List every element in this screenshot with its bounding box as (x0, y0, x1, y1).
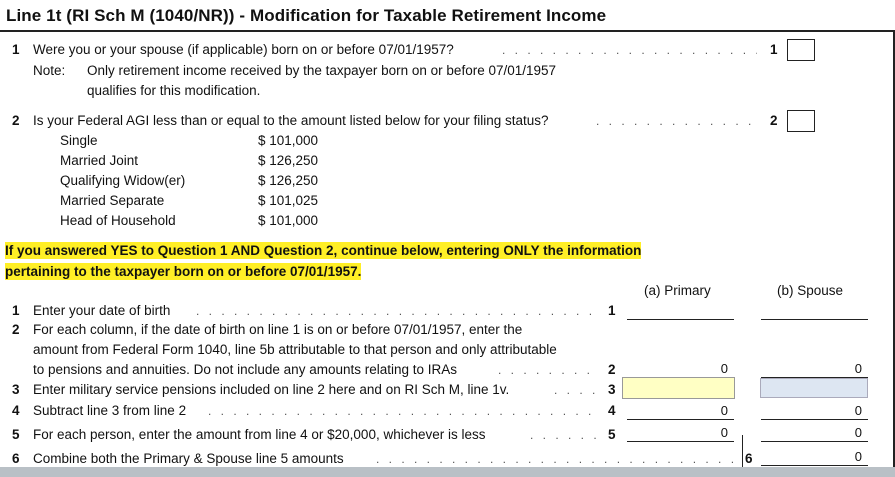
line2-primary-input[interactable]: 0 (627, 360, 734, 378)
line3-ref: 3 (608, 382, 616, 397)
status-label: Head of Household (60, 213, 176, 228)
leader-dots (596, 114, 758, 128)
q1-note-label: Note: (33, 63, 66, 78)
q1-note-line2: qualifies for this modification. (87, 83, 261, 98)
line2-text3: to pensions and annuities. Do not include any amounts relating to IRAs (33, 362, 458, 377)
q2-box-label: 2 (770, 113, 778, 128)
line2-ref: 2 (608, 362, 616, 377)
title-divider (0, 30, 895, 32)
line1-primary-input[interactable] (627, 302, 734, 320)
q2-number: 2 (12, 113, 20, 128)
line1-ref: 1 (608, 303, 616, 318)
line5-primary-input[interactable]: 0 (627, 424, 734, 442)
bottom-scrollbar[interactable] (0, 467, 895, 477)
line6-text: Combine both the Primary & Spouse line 5 amounts (33, 451, 344, 466)
q1-checkbox[interactable] (787, 39, 815, 61)
line4-text: Subtract line 3 from line 2 (33, 403, 187, 418)
line5-text: For each person, enter the amount from line 4 or $20,000, whichever is less (33, 427, 486, 442)
leader-dots (498, 363, 596, 377)
instruction-line2: pertaining to the taxpayer born on or before 07/01/1957. (5, 264, 362, 279)
leader-dots (376, 452, 736, 466)
q1-box-label: 1 (770, 42, 778, 57)
line1-spouse-input[interactable] (761, 302, 868, 320)
line3-spouse-input[interactable] (760, 378, 868, 398)
line6-divider (742, 435, 743, 467)
q2-text: Is your Federal AGI less than or equal to the amount listed below for your filing status? (33, 113, 549, 128)
line1-text: Enter your date of birth (33, 303, 171, 318)
line2-text2: amount from Federal Form 1040, line 5b attributable to that person and only attributable (33, 342, 557, 357)
page-title: Line 1t (RI Sch M (1040/NR)) - Modification for Taxable Retirement Income (6, 6, 607, 25)
line4-ref: 4 (608, 403, 616, 418)
status-amount: $ 126,250 (258, 173, 319, 188)
leader-dots (196, 304, 596, 318)
status-amount: $ 126,250 (258, 153, 319, 168)
status-label: Married Separate (60, 193, 165, 208)
line4-primary-input[interactable]: 0 (627, 402, 734, 420)
line4-spouse-input[interactable]: 0 (761, 402, 868, 420)
leader-dots (208, 404, 596, 418)
q1-number: 1 (12, 42, 20, 57)
q2-checkbox[interactable] (787, 110, 815, 132)
instruction-line1: If you answered YES to Question 1 AND Question 2, continue below, entering ONLY the information (5, 243, 642, 258)
leader-dots (554, 383, 596, 397)
line2-text1: For each column, if the date of birth on line 1 is on or before 07/01/1957, enter the (33, 322, 523, 337)
status-label: Married Joint (60, 153, 139, 168)
status-amount: $ 101,000 (258, 133, 319, 148)
line1-number: 1 (12, 303, 20, 318)
status-label: Qualifying Widow(er) (60, 173, 186, 188)
line6-total-input[interactable]: 0 (761, 448, 868, 468)
line6-ref: 6 (745, 451, 753, 466)
column-header-spouse: (b) Spouse (777, 283, 844, 298)
status-amount: $ 101,025 (258, 193, 319, 208)
status-amount: $ 101,000 (258, 213, 319, 228)
line5-spouse-input[interactable]: 0 (761, 424, 868, 442)
line3-primary-input[interactable] (622, 377, 735, 399)
line2-spouse-input[interactable]: 0 (761, 360, 868, 378)
q1-note-line1: Only retirement income received by the taxpayer born on or before 07/01/1957 (87, 63, 557, 78)
leader-dots (530, 428, 596, 442)
line2-number: 2 (12, 322, 20, 337)
q1-text: Were you or your spouse (if applicable) born on or before 07/01/1957? (33, 42, 454, 57)
column-header-primary: (a) Primary (644, 283, 711, 298)
status-label: Single (60, 133, 98, 148)
line4-number: 4 (12, 403, 20, 418)
leader-dots (502, 43, 757, 57)
line5-ref: 5 (608, 427, 616, 442)
line3-number: 3 (12, 382, 20, 397)
line6-number: 6 (12, 451, 20, 466)
line5-number: 5 (12, 427, 20, 442)
line3-text: Enter military service pensions included on line 2 here and on RI Sch M, line 1v. (33, 382, 510, 397)
